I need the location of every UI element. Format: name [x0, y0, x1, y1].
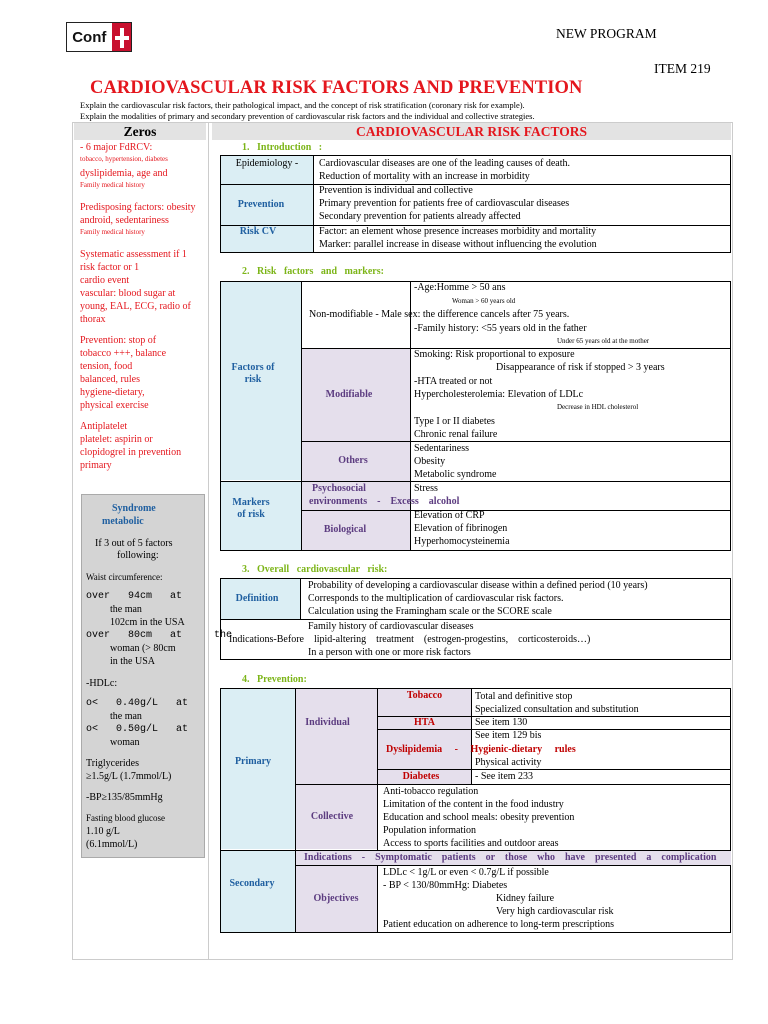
intro-line-2: Explain the modalities of primary and secondary prevention of cardiovascular risk factors and the individual and collective strategies.	[80, 111, 535, 121]
glucose-label: Fasting blood glucose	[86, 813, 165, 823]
program-label: NEW PROGRAM	[556, 26, 657, 41]
bio-crp: Elevation of CRP	[414, 510, 485, 521]
note-line: cardio event	[80, 275, 130, 286]
syndrome-lead-2: following:	[117, 550, 159, 561]
waist-woman-overflow: the	[214, 630, 233, 641]
note-line: hygiene-dietary,	[80, 387, 145, 398]
glucose-mmol: (6.1mmol/L)	[86, 839, 138, 850]
factors-of-risk-label	[221, 360, 285, 388]
section-risk-factors-heading: 2. Risk factors and markers:	[242, 266, 384, 277]
tobacco-text-2: Specialized consultation and substitution	[475, 704, 639, 715]
note-line: thorax	[80, 314, 106, 325]
markers-line-2: of risk	[237, 509, 265, 520]
markers-of-risk-label	[221, 495, 281, 523]
waist-woman-2: woman (> 80cm	[110, 643, 176, 654]
hdl-label: -HDLc:	[86, 678, 118, 689]
collective-label: Collective	[310, 810, 354, 822]
indications-risk-factors: In a person with one or more risk factors	[308, 647, 471, 658]
dyslipidemia-text-2: Physical activity	[475, 757, 542, 768]
waist-man-usa: 102cm in the USA	[110, 617, 185, 628]
bio-fibrinogen: Elevation of fibrinogen	[414, 523, 508, 534]
collective-text-4: Population information	[383, 825, 477, 836]
mod-smoking: Smoking: Risk proportional to exposure	[414, 349, 575, 360]
hta-text: See item 130	[475, 717, 528, 728]
column-divider	[208, 122, 209, 960]
factors-of-risk-line-1: Factors of	[231, 361, 275, 373]
definition-label: Definition	[235, 593, 279, 605]
table-line	[471, 688, 472, 785]
mod-smoking-stop: Disappearance of risk if stopped > 3 years	[496, 362, 665, 373]
indications-secondary: Indications - Symptomatic patients or those who have presented a complication	[304, 852, 717, 863]
note-line: risk factor or 1	[80, 262, 140, 273]
table-line	[313, 155, 314, 253]
mod-cholesterol: Hypercholesterolemia: Elevation of LDLc	[414, 389, 584, 400]
note-major-factors: - 6 major FdRCV:	[80, 142, 153, 153]
epidemiology-text: Cardiovascular diseases are one of the leading causes of death.	[319, 158, 571, 169]
hta-label: HTA	[414, 716, 435, 728]
bp-value: -BP≥135/85mmHg	[86, 792, 163, 803]
note-line: platelet: aspirin or	[80, 434, 153, 445]
tg-label: Triglycerides	[86, 758, 139, 769]
note-small: tobacco, hypertension, diabetes	[80, 155, 168, 163]
others-label: Others	[338, 455, 368, 467]
note-line: android, sedentariness	[80, 215, 169, 226]
right-column-heading: CARDIOVASCULAR RISK FACTORS	[212, 123, 731, 140]
objectives-text-2: - BP < 130/80mmHg: Diabetes	[383, 880, 508, 891]
hdl-woman-2: woman	[110, 737, 140, 748]
waist-man: over 94cm at	[86, 591, 183, 602]
table-line	[220, 619, 731, 620]
hdl-woman: o< 0.50g/L at	[86, 724, 189, 735]
tobacco-text-1: Total and definitive stop	[475, 691, 573, 702]
nonmod-woman: Woman > 60 years old	[452, 297, 516, 305]
nonmod-family-history: -Family history: <55 years old in the father	[414, 323, 587, 334]
diabetes-text: - See item 233	[475, 771, 534, 782]
waist-label: Waist circumference:	[86, 572, 163, 582]
epidemiology-text-2: Reduction of mortality with an increase in morbidity	[319, 171, 530, 182]
note-line: young, EAL, ECG, radio of	[80, 301, 191, 312]
waist-woman-usa: in the USA	[110, 656, 155, 667]
objectives-text-5: Patient education on adherence to long-term prescriptions	[383, 919, 615, 930]
psychosocial-label-2: environments - Excess alcohol	[309, 496, 460, 507]
epidemiology-label: Epidemiology -	[235, 157, 299, 169]
markers-line-1: Markers	[232, 496, 270, 508]
note-assessment: Systematic assessment if 1	[80, 249, 187, 260]
prevention-text-3: Secondary prevention for patients already affected	[319, 211, 521, 222]
section-prevention-heading: 4. Prevention:	[242, 674, 307, 685]
primary-label: Primary	[234, 755, 272, 767]
definition-text-1: Probability of developing a cardiovascular disease within a defined period (10 years)	[308, 580, 648, 591]
factors-of-risk-line-2: risk	[244, 374, 262, 385]
section-overall-risk-heading: 3. Overall cardiovascular risk:	[242, 564, 388, 575]
prevention-text-1: Prevention is individual and collective	[319, 185, 473, 196]
indications-label: Indications-Before lipid-altering treatment (estrogen-progestins, corticosteroids…)	[229, 634, 591, 645]
glucose-value: 1.10 g/L	[86, 826, 120, 837]
note-prevention: Prevention: stop of	[80, 335, 157, 346]
indications-family-history: Family history of cardiovascular diseases	[308, 621, 474, 632]
non-modifiable-label: Non-modifiable - Male sex: the difference cancels after 75 years.	[309, 309, 570, 320]
note-line: tobacco +++, balance	[80, 348, 167, 359]
objectives-text-4: Very high cardiovascular risk	[496, 906, 614, 917]
waist-man-2: the man	[110, 604, 142, 615]
conf-logo	[66, 22, 132, 52]
note-line: primary	[80, 460, 112, 471]
definition-text-2: Corresponds to the multiplication of cardiovascular risk factors.	[308, 593, 564, 604]
table-line	[377, 865, 378, 933]
note-antiplatelet: Antiplatelet	[80, 421, 128, 432]
table-line	[300, 578, 301, 620]
biological-label: Biological	[323, 524, 367, 536]
note-line: balanced, rules	[80, 374, 140, 385]
intro-line-1: Explain the cardiovascular risk factors, their pathological impact, and the concept of risk stratification (coronary risk for example).	[80, 100, 525, 110]
note-line: tension, food	[80, 361, 133, 372]
note-small: Family medical history	[80, 228, 145, 236]
note-line: clopidogrel in prevention	[80, 447, 182, 458]
note-line: vascular: blood sugar at	[80, 288, 176, 299]
hdl-man: o< 0.40g/L at	[86, 698, 189, 709]
syndrome-lead: If 3 out of 5 factors	[95, 538, 173, 549]
table-line	[220, 481, 731, 482]
bio-homocysteine: Hyperhomocysteinemia	[414, 536, 510, 547]
individual-label: Individual	[305, 716, 350, 728]
others-metabolic: Metabolic syndrome	[414, 469, 497, 480]
diabetes-label: Diabetes	[402, 770, 440, 782]
prevention-label: Prevention	[237, 198, 285, 210]
hdl-man-2: the man	[110, 711, 142, 722]
objectives-text-3: Kidney failure	[496, 893, 555, 904]
risk-cv-text-2: Marker: parallel increase in disease without influencing the evolution	[319, 239, 597, 250]
mod-hta: -HTA treated or not	[414, 376, 493, 387]
collective-text-5: Access to sports facilities and outdoor areas	[383, 838, 559, 849]
definition-text-3: Calculation using the Framingham scale or the SCORE scale	[308, 606, 552, 617]
nonmod-age: -Age:Homme > 50 ans	[414, 282, 506, 293]
syndrome-title-2: metabolic	[102, 516, 144, 527]
red-cross-icon	[112, 23, 131, 51]
item-label: ITEM 219	[654, 61, 711, 76]
dyslipidemia-label: Dyslipidemia - Hygienic-dietary rules	[386, 744, 576, 755]
page-title: CARDIOVASCULAR RISK FACTORS AND PREVENTION	[90, 78, 583, 98]
modifiable-label: Modifiable	[325, 388, 373, 400]
tg-value: ≥1.5g/L (1.7mmol/L)	[86, 771, 172, 782]
note-line: dyslipidemia, age and	[80, 168, 168, 179]
tobacco-label: Tobacco	[406, 689, 443, 701]
nonmod-mother: Under 65 years old at the mother	[557, 337, 650, 345]
secondary-label: Secondary	[229, 877, 275, 889]
note-line: physical exercise	[80, 400, 149, 411]
psychosocial-stress: Stress	[414, 483, 438, 494]
risk-cv-text-1: Factor: an element whose presence increases morbidity and mortality	[319, 226, 597, 237]
objectives-text-1: LDLc < 1g/L or even < 0.7g/L if possible	[383, 867, 549, 878]
section-introduction-heading: 1. Introduction :	[242, 142, 323, 153]
collective-text-3: Education and school meals: obesity prevention	[383, 812, 575, 823]
syndrome-title: Syndrome	[112, 503, 156, 514]
note-small: Family medical history	[80, 181, 145, 189]
left-column-heading: Zeros	[74, 123, 206, 140]
psychosocial-label: Psychosocial	[312, 483, 366, 494]
collective-text-2: Limitation of the content in the food industry	[383, 799, 564, 810]
risk-cv-label: Risk CV	[239, 225, 277, 237]
objectives-label: Objectives	[313, 892, 359, 904]
others-sedentariness: Sedentariness	[414, 443, 469, 454]
mod-diabetes: Type I or II diabetes	[414, 416, 495, 427]
dyslipidemia-text-1: See item 129 bis	[475, 730, 542, 741]
note-predisposing: Predisposing factors: obesity	[80, 202, 196, 213]
mod-renal: Chronic renal failure	[414, 429, 498, 440]
others-obesity: Obesity	[414, 456, 446, 467]
waist-woman: over 80cm at	[86, 630, 183, 641]
logo-word: Conf	[67, 23, 112, 51]
prevention-text-2: Primary prevention for patients free of cardiovascular diseases	[319, 198, 570, 209]
collective-text-1: Anti-tobacco regulation	[383, 786, 479, 797]
mod-hdl: Decrease in HDL cholesterol	[557, 403, 639, 411]
